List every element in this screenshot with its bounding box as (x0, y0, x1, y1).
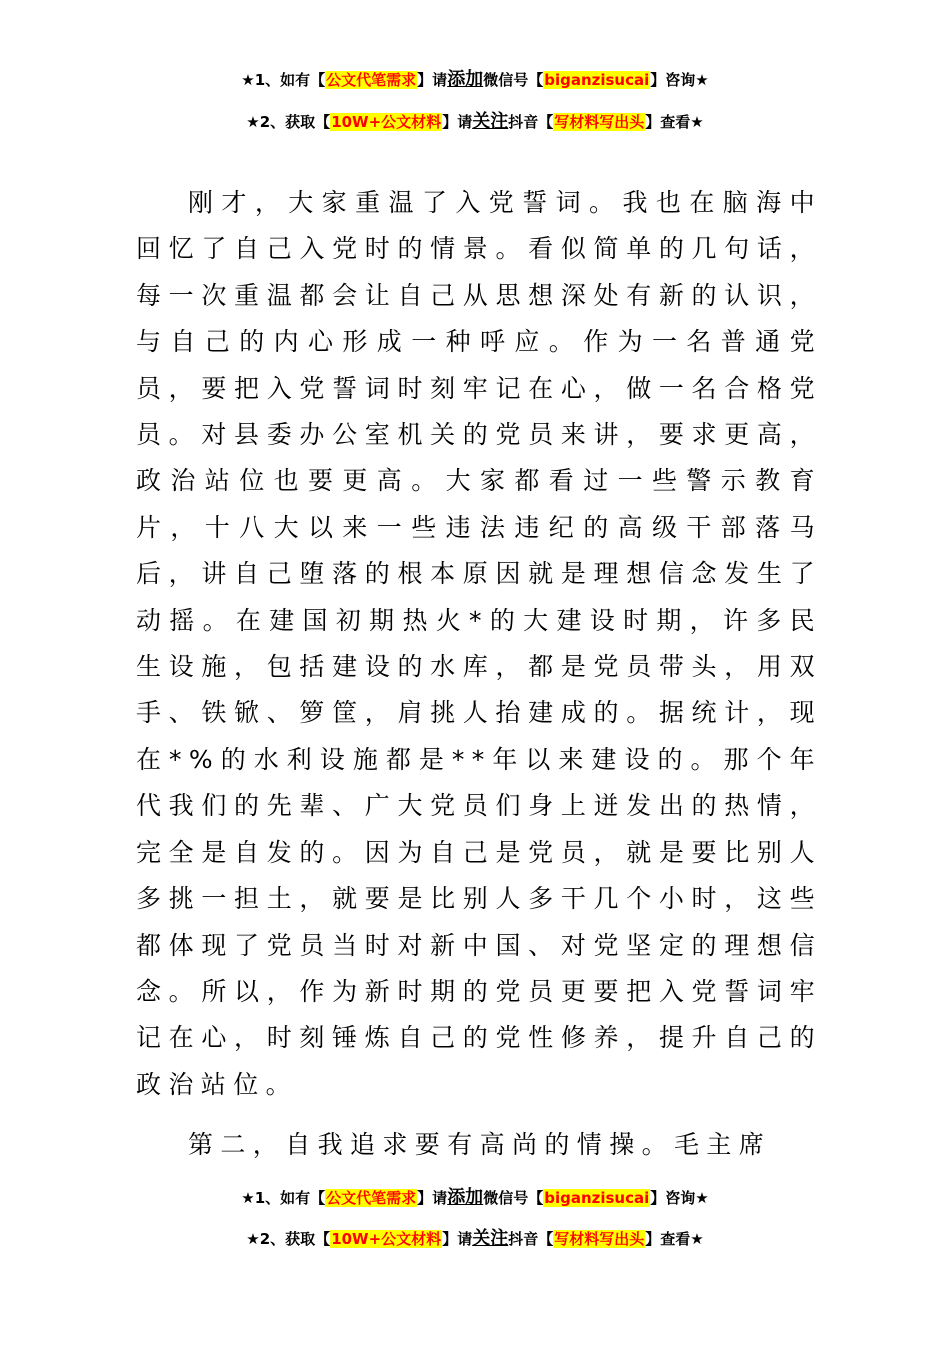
banner-text: 】请 (442, 113, 473, 131)
banner-text: 微信号【 (483, 71, 544, 89)
banner-highlight: biganzisucai (544, 71, 650, 89)
banner-text: 抖音【 (508, 1230, 554, 1248)
footer-banner-line-2 (0, 1227, 950, 1251)
banner-text: ★2、获取【 (246, 1230, 331, 1248)
body-paragraph-1: 刚才，大家重温了入党誓词。我也在脑海中回忆了自己入党时的情景。看似简单的几句话，每一次重温都会让自己从思想深处有新的认识，与自己的内心形成一种呼应。作为一名普通党员，要把入党誓词时刻牢记在心，做一名合格党员。对县委办公室机关的党员来讲，要求更高，政治站位也要更高。大家都看过一些警示教育片，十八大以来一些违法违纪的高级干部落马后，讲自己堕落的根本原因就是理想信念发生了动摇。在建国初期热火*的大建设时期，许多民生设施，包括建设的水库，都是党员带头，用双手、铁锨、箩筐，肩挑人抬建成的。据统计，现在*%的水利设施都是**年以来建设的。那个年代我们的先辈、广大党员们身上迸发出的热情，完全是自发的。因为自己是党员，就是要比别人多挑一担土，就要是比别人多干几个小时，这些都体现了党员当时对新中国、对党坚定的理想信念。所以，作为新时期的党员更要把入党誓词牢记在心，时刻锤炼自己的党性修养，提升自己的政治站位。 (136, 188, 822, 1099)
banner-text: 】请 (442, 1230, 473, 1248)
banner-text: 】查看★ (645, 1230, 704, 1248)
banner-highlight: 写材料写出头 (554, 113, 645, 131)
banner-emphasis: 关注 (472, 111, 509, 132)
banner-emphasis: 关注 (472, 1228, 509, 1249)
banner-text: 】咨询★ (650, 71, 709, 89)
banner-highlight: 10W+公文材料 (331, 1230, 442, 1248)
banner-text: 】咨询★ (650, 1189, 709, 1207)
banner-text: ★1、如有【 (241, 1189, 326, 1207)
banner-text: 微信号【 (483, 1189, 544, 1207)
banner-text: 】请 (417, 71, 448, 89)
header-banner-line-2 (0, 110, 950, 134)
body-paragraph-2: 第二，自我追求要有高尚的情操。毛主席 (188, 1130, 772, 1159)
banner-highlight: 10W+公文材料 (331, 113, 442, 131)
banner-text: ★1、如有【 (241, 71, 326, 89)
banner-text: 】请 (417, 1189, 448, 1207)
banner-text: 抖音【 (508, 113, 554, 131)
banner-highlight: biganzisucai (544, 1189, 650, 1207)
banner-emphasis: 添加 (447, 69, 484, 90)
footer-banner-line-1 (0, 1186, 950, 1210)
header-banner-line-1 (0, 68, 950, 92)
banner-text: ★2、获取【 (246, 113, 331, 131)
banner-highlight: 写材料写出头 (554, 1230, 645, 1248)
banner-emphasis: 添加 (447, 1187, 484, 1208)
banner-highlight: 公文代笔需求 (326, 1189, 417, 1207)
banner-text: 】查看★ (645, 113, 704, 131)
banner-highlight: 公文代笔需求 (326, 71, 417, 89)
